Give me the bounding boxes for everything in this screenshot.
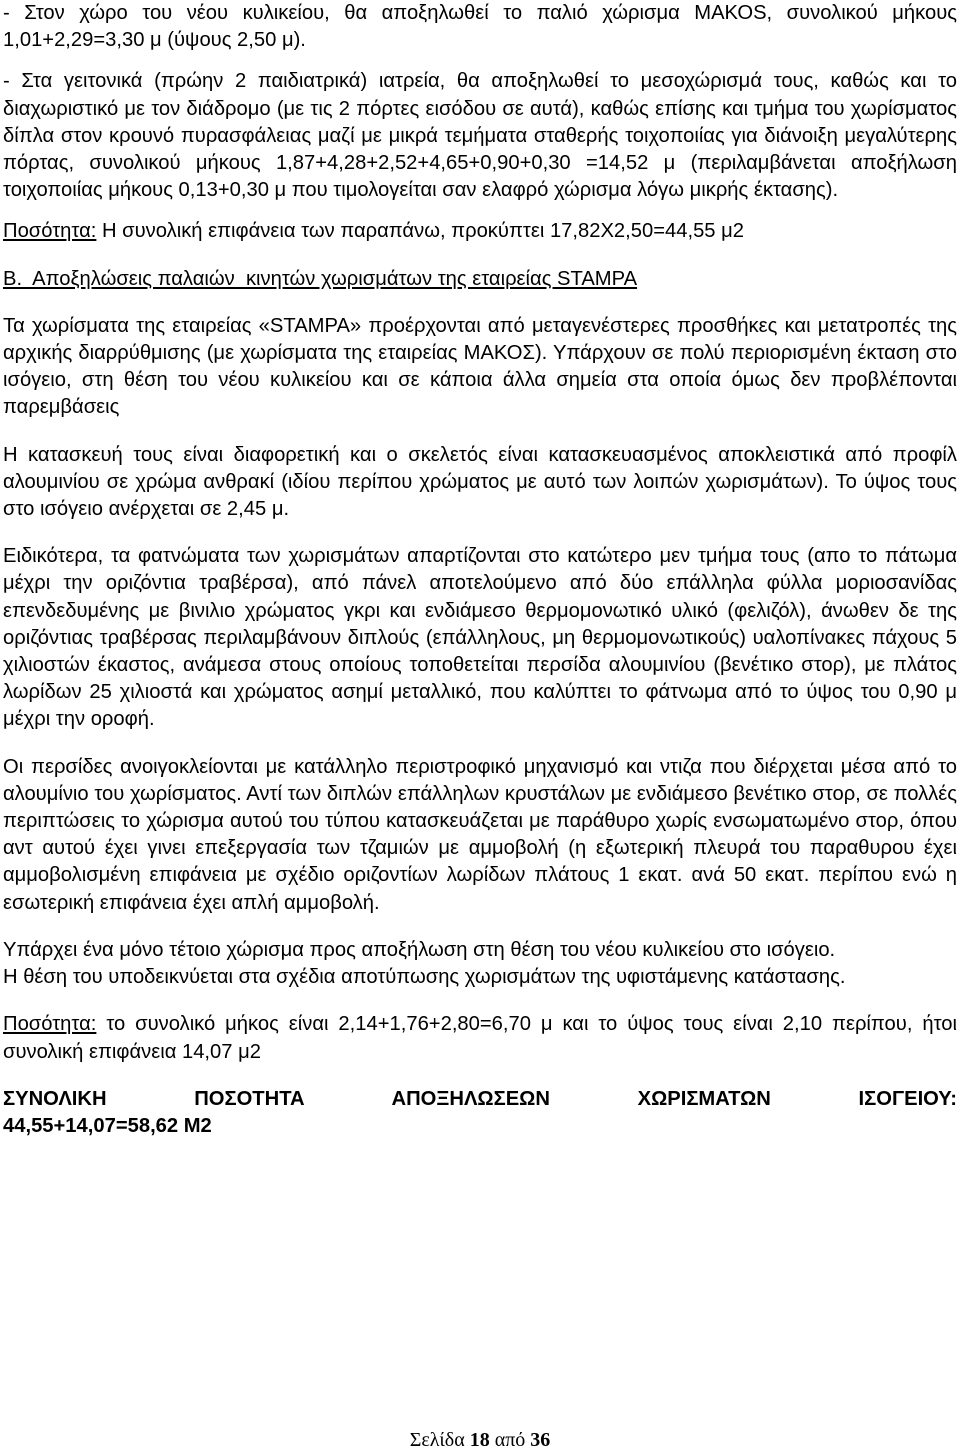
quantity-label: Ποσότητα: [3, 220, 97, 243]
page-number: 18 [469, 1429, 490, 1451]
quantity-label: Ποσότητα: [3, 1013, 97, 1036]
section-b-heading: Β. Αποξηλώσεις παλαιών κινητών χωρισμάτων της εταιρείας STAMPA [3, 267, 638, 290]
intro-paragraph-2: - Στα γειτονικά (πρώην 2 παιδιατρικά) ιατρεία, θα αποξηλωθεί το μεσοχώρισμά τους, καθώς και το διαχωριστικό με τον διάδρομο (με τις 2 πόρτες εισόδου σε αυτά), καθώς επίσης και τμήμα του χωρίσματος δίπλα στον κρουνό πυρασφάλειας μαζί με μικρά τεμήματα σταθερής τοιχοποιίας για διάνοιξη μεγαλύτερης πόρτας, συνολικού μήκους 1,87+4,28+2,52+4,65+0,90+0,30 =14,52 μ (περιλαμβάνεται αποξήλωση τοιχοποιίας μήκους 0,13+0,30 μ που τιμολογείται σαν ελαφρό χώρισμα λόγω μικρής έκτασης). [3, 70, 957, 202]
section-b-paragraph-1: Τα χωρίσματα της εταιρείας «STAMPA» προέρχονται από μεταγενέστερες προσθήκες και μετατροπές της αρχικής διαρρύθμισης (με χωρίσματα της εταιρείας ΜΑΚΟΣ). Υπάρχουν σε πολύ περιορισμένη έκταση στο ισόγειο, στη θέση του νέου κυλικείου και σε κάποια άλλα σημεία στα οποία όμως δεν προβλέπονται παρεμβάσεις [3, 314, 957, 419]
document-page [3, 0, 957, 1140]
section-b-paragraph-6: Η θέση του υποδεικνύεται στα σχέδια αποτύπωσης χωρισμάτων της υφιστάμενης κατάστασης. [3, 966, 846, 989]
page-total: 36 [530, 1429, 551, 1451]
intro-quantity [3, 218, 957, 245]
quantity-text: το συνολικό μήκος είναι 2,14+1,76+2,80=6,70 μ και το ύψος τους είναι 2,10 περίπου, ήτοι συνολική επιφάνεια 14,07 μ2 [3, 1013, 957, 1063]
section-b-quantity [3, 1011, 957, 1065]
section-b-paragraph-2: Η κατασκευή τους είναι διαφορετική και ο σκελετός είναι κατασκευασμένος αποκλειστικά από προφίλ αλουμινίου σε χρώμα ανθρακί (ιδίου περίπου χρώματος με αυτό των λοιπών χωρισμάτων). Το ύψος τους στο ισόγειο ανέρχεται σε 2,45 μ. [3, 443, 957, 521]
total-quantity-value: 44,55+14,07=58,62 Μ2 [3, 1114, 212, 1137]
page-word: Σελίδα [409, 1429, 465, 1451]
intro-paragraph-1: - Στον χώρο του νέου κυλικείου, θα αποξηλωθεί το παλιό χώρισμα ΜΑΚΟS, συνολικού μήκους 1,01+2,29=3,30 μ (ύψους 2,50 μ). [3, 2, 957, 52]
section-b-paragraph-3: Ειδικότερα, τα φατνώματα των χωρισμάτων απαρτίζονται στο κατώτερο μεν τμήμα τους (απο το πάτωμα μέχρι την οριζόντια τραβέρσα), από πάνελ αποτελούμενο από δύο επάλληλα φύλλα μοριοσανίδας επενδεδυμένης με βινιλιο χρώματος γκρι και ενδιάμεσο θερμομονωτικό υλικό (φελιζόλ), άνωθεν δε της οριζόντιας τραβέρσας περιλαμβάνουν διπλούς (επάλληλους, μη θερμομονωτικούς) υαλοπίνακες πάχους 5 χιλιοστών έκαστος, ανάμεσα στους οποίους τοποθετείται περσίδα αλουμινίου (βενέτικο στορ), με πλάτος λωρίδων 25 χιλιοστά και χρώματος ασημί μεταλλικό, που καλύπτει το φάτνωμα από το ύψος του 0,90 μ μέχρι την οροφή. [3, 545, 957, 731]
of-word: από [494, 1429, 526, 1451]
page-footer [0, 1428, 960, 1452]
total-quantity-heading: ΣΥΝΟΛΙΚΗ ΠΟΣΟΤΗΤΑ ΑΠΟΞΗΛΩΣΕΩΝ ΧΩΡΙΣΜΑΤΩΝ ΙΣΟΓΕΙΟΥ: [3, 1087, 957, 1110]
section-b-paragraph-5: Υπάρχει ένα μόνο τέτοιο χώρισμα προς αποξήλωση στη θέση του νέου κυλικείου στο ισόγειο. [3, 938, 836, 961]
quantity-text: Η συνολική επιφάνεια των παραπάνω, προκύπτει 17,82Χ2,50=44,55 μ2 [96, 220, 744, 243]
section-b-paragraph-4: Οι περσίδες ανοιγοκλείονται με κατάλληλο περιστροφικό μηχανισμό και ντιζα που διέρχεται μέσα από το αλουμίνιο του χωρίσματος. Αντί των διπλών επάλληλων κρυστάλων με ενδιάμεσο βενέτικο στορ, σε πολλές περιπτώσεις το χώρισμα αυτού του τύπου κατασκευάζεται με παράθυρο χωρίς ενσωματωμένο στορ, όπου αντ αυτού έχει γινει επεξεργασία των τζαμιών με αμμοβολή (η εξωτερική πλευρά του παραθυρου έχει αμμοβολισμένη επιφάνεια με σχέδιο οριζοντίων λωρίδων πλάτους 1 εκατ. ανά 50 εκατ. περίπου ενώ η εσωτερική επιφάνεια έχει απλή αμμοβολή. [3, 755, 957, 914]
